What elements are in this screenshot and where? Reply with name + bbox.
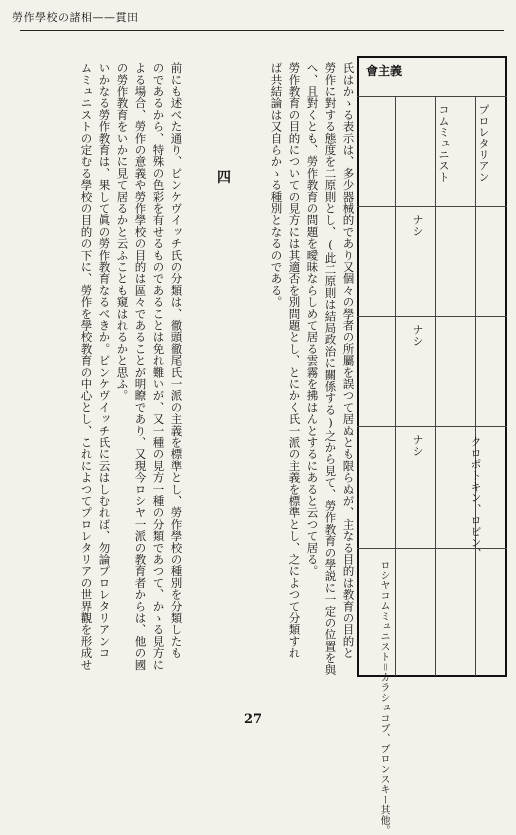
row-2-name: コムミュニスト [437,104,450,183]
row-2-cell-4: クロポトキン、ロビン、 [469,436,482,560]
row-1-cell-3: ナシ [411,434,424,457]
table-rule-4 [357,426,507,427]
header-rule [20,30,504,31]
row-1-cell-2: ナシ [411,324,424,347]
table-rule-3 [357,316,507,317]
p1-line-3: へ、且對くとも、勞作教育の問題を曖昧ならしめて居る雲霧を拂はんとするにあると云つて居る。 [305,62,320,577]
table-border-right [505,56,507,676]
p2-line-2: のであるから、特殊の色彩を有せるものであることは免れ難いが、又一種の見方一種の分類であつて、かゝる見方に [151,62,166,671]
table-col-rule-3 [395,96,396,676]
p2-line-6: ムミュニストの定むる學校の目的の下に、勞作を學校教育の中心とし、これによつてプロレタリアの世界觀を形成せ [79,62,94,671]
table-rule-1 [357,96,507,97]
table-rule-2 [357,206,507,207]
table-rule-5 [357,548,507,549]
table-col-rule-2 [435,96,436,676]
table-col-rule-1 [475,96,476,676]
section-number: 四 [217,170,231,186]
table-border-top [357,56,507,58]
p1-line-1: 氏はかゝる表示は、多少器械的であり又個々の學者の所屬を誤つて居ぬとも限らぬが、主なる目的は教育の目的と [341,62,356,659]
p2-line-4: の勞作教育をいかに見て居るかと云ふことも窺はれるかと思ふ。 [115,62,130,402]
p2-line-3: よる場合、勞作の意義や勞作學校の目的は區々であることが明瞭であり、又現今ロシヤ一派の教育者からは、他の國 [133,62,148,671]
table-border-left [357,56,359,676]
row-1-name: プロレタリアン [477,104,490,183]
row-1-cell-1: ナシ [411,214,424,237]
row-1-cell-4: ロシヤコムミュニスト＝カラシュコブ、ブロンスキー其他。 [378,560,389,835]
p1-line-2: 勞作に對する態度を二原則とし、(此二原則は結局政治に關係する)之から見て、勞作教育の學説に一定の位置を與 [323,62,338,676]
table-heading: 會主義 [366,64,403,78]
p2-line-5: いかなる勞作教育は、果して眞の勞作教育なるべきか。ピンケヴイッチ氏に云はしむれば、勿論プロレタリアンコ [97,62,112,659]
p1-line-5: ば共結論は又自らかゝる種別となるのである。 [269,62,284,308]
p2-line-1: 前にも述べた通り、ピンケヴイッチ氏の分類は、徹頭徹尾氏一派の主義を標準とし、勞作學校の種別を分類したも [169,62,184,659]
p1-line-4: 勞作教育の目的についての見方には其適否を別問題とし、とにかく氏一派の主義を標準とし、之によつて分類すれ [287,62,302,659]
running-header: 勞作學校の諸相——貫田 [12,11,139,24]
page-number: 27 [244,712,263,727]
